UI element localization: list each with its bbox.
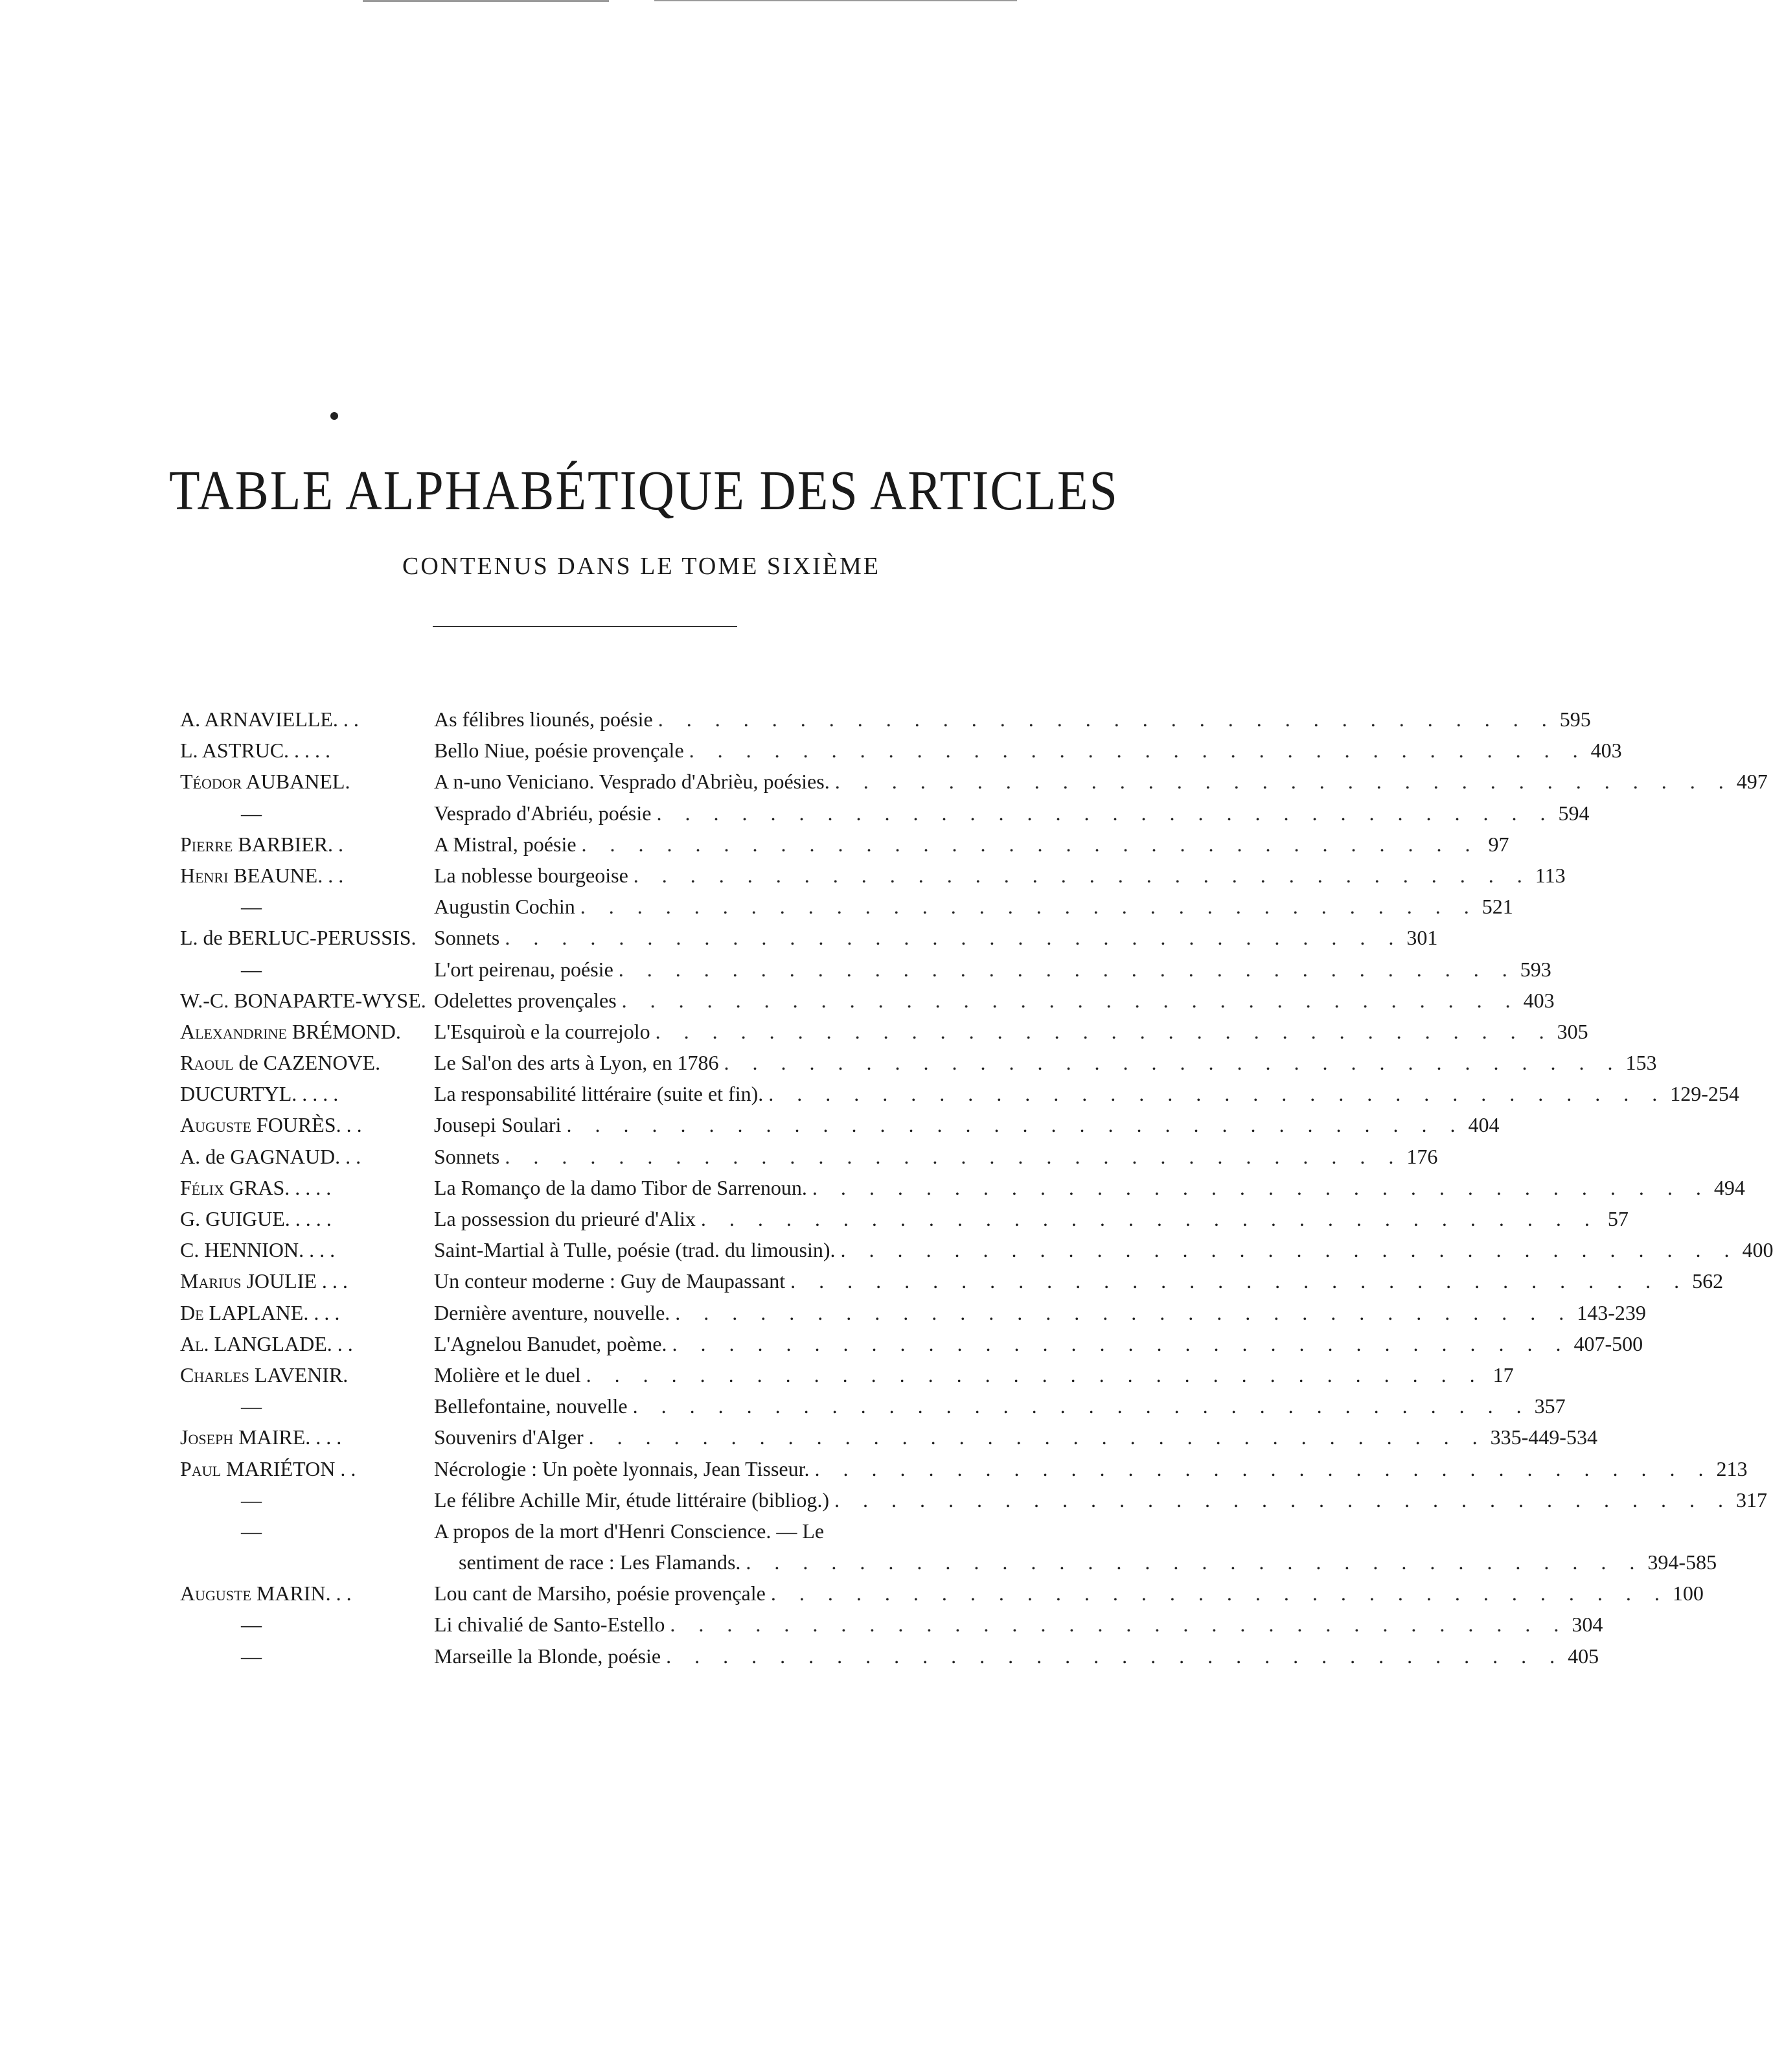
toc-author [180, 954, 434, 985]
given-name: Pierre [180, 832, 233, 856]
toc-title [434, 829, 1480, 860]
toc-entry [180, 1016, 1588, 1047]
toc-entry [180, 922, 1438, 953]
dot-leader: . . . . . . . . . . . . . . . . . . . . . . . . . . . . . . . . [621, 988, 1520, 1012]
toc-title-text: L'Esquiroù e la courrejolo [434, 1019, 650, 1043]
toc-author [180, 1109, 434, 1140]
toc-entry [180, 1359, 1514, 1390]
toc-title-text: As félibres liounés, poésie [434, 708, 653, 731]
toc-title [434, 1328, 1570, 1359]
toc-title [434, 922, 1402, 953]
toc-page-number: 407-500 [1573, 1331, 1643, 1355]
toc-page-number: 404 [1468, 1113, 1500, 1137]
given-name: Marius [180, 1269, 242, 1293]
dot-leader: . . . . . . . . . . . . . . . . . . . . . . . . . . . . . . . . [658, 708, 1556, 731]
toc-entry [180, 1515, 977, 1547]
toc-entry [180, 1297, 1646, 1328]
toc-author-text: — [241, 957, 262, 981]
toc-page-number: 595 [1559, 708, 1591, 731]
toc-title-text: L'Agnelou Banudet, poème. [434, 1331, 667, 1355]
toc-author [180, 1390, 434, 1422]
toc-title [434, 798, 1554, 829]
toc-author [180, 1265, 434, 1296]
toc-page-number: 400 [1742, 1238, 1773, 1262]
toc-author-text: — [241, 1488, 262, 1512]
title-divider [433, 626, 737, 627]
dot-leader: . . . . . . . . . . . . . . . . . . . . . . . . . . . . . . . . [840, 1238, 1739, 1262]
toc-page-number: 562 [1692, 1269, 1724, 1293]
toc-title-text: L'ort peirenau, poésie [434, 957, 613, 981]
toc-author [180, 1328, 434, 1359]
toc-page-number: 100 [1672, 1582, 1704, 1606]
toc-entry [180, 1578, 1704, 1609]
toc-author [180, 798, 434, 829]
toc-author [180, 985, 434, 1016]
toc-title [434, 766, 1733, 797]
toc-title [434, 985, 1520, 1016]
toc-author [180, 1297, 434, 1328]
toc-title [434, 1172, 1710, 1203]
toc-page-number: 305 [1557, 1019, 1588, 1043]
toc-author-text: Félix GRAS. . . . . [180, 1175, 332, 1199]
toc-page-number: 143-239 [1577, 1300, 1646, 1324]
dot-leader: . . . . . . . . . . . . . . . . . . . . . . . . . . . . . . . . [566, 1113, 1465, 1137]
top-edge-rule [363, 0, 609, 2]
dot-leader: . . . . . . . . . . . . . . . . . . . . . . . . . . . . . . . . [505, 1144, 1403, 1168]
toc-author-text: Raoul de CAZENOVE. [180, 1051, 381, 1075]
toc-author-text: — [241, 1644, 262, 1668]
toc-page-number: 394-585 [1647, 1550, 1717, 1574]
dot-leader: . . . . . . . . . . . . . . . . . . . . . . . . . . . . . . . . [633, 863, 1531, 887]
toc-title-text: La Romanço de la damo Tibor de Sarrenoun. [434, 1175, 807, 1199]
toc-title [434, 1078, 1666, 1109]
toc-page-number: 594 [1558, 801, 1590, 825]
toc-page-number: 17 [1493, 1363, 1514, 1387]
toc-page-number: 57 [1607, 1207, 1629, 1230]
toc-title-text: Nécrologie : Un poète lyonnais, Jean Tisseur. [434, 1456, 810, 1480]
toc-title [434, 1016, 1553, 1047]
toc-title [434, 860, 1531, 891]
top-edge-rule [654, 0, 1017, 1]
toc-entry [180, 891, 1513, 922]
toc-title [434, 1453, 1712, 1484]
toc-title-text: Saint-Martial à Tulle, poésie (trad. du limousin). [434, 1238, 836, 1262]
toc-entry [180, 1203, 1629, 1234]
toc-author [180, 704, 434, 735]
toc-page-number: 521 [1481, 895, 1513, 919]
dot-leader: . . . . . . . . . . . . . . . . . . . . . . . . . . . . . . . . [655, 1019, 1553, 1043]
dot-leader: . . . . . . . . . . . . . . . . . . . . . . . . . . . . . . . . [666, 1644, 1564, 1668]
toc-author-text: Pierre BARBIER. . [180, 832, 344, 856]
dot-leader: . . . . . . . . . . . . . . . . . . . . . . . . . . . . . . . . [812, 1175, 1710, 1199]
toc-author-text: Alexandrine BRÉMOND. [180, 1019, 401, 1043]
given-name: Joseph [180, 1425, 234, 1449]
toc-author [180, 1609, 434, 1640]
toc-author-text: L. de BERLUC-PERUSSIS. [180, 926, 417, 950]
toc-title-text: Bello Niue, poésie provençale [434, 739, 684, 763]
toc-title [434, 704, 1556, 735]
toc-page-number: 317 [1736, 1488, 1768, 1512]
toc-title-text: Jousepi Soulari [434, 1113, 562, 1137]
toc-author [180, 891, 434, 922]
toc-title-text: sentiment de race : Les Flamands. [459, 1550, 741, 1574]
toc-entry [180, 860, 1566, 891]
toc-entry [180, 1484, 1768, 1515]
toc-author [180, 1422, 434, 1453]
toc-author-text: G. GUIGUE. . . . . [180, 1207, 332, 1230]
given-name: Al. [180, 1331, 209, 1355]
toc-page-number: 153 [1625, 1051, 1657, 1075]
toc-entry [180, 798, 1590, 829]
toc-title-text: Marseille la Blonde, poésie [434, 1644, 661, 1668]
toc-author-text: Auguste FOURÈS. . . [180, 1113, 362, 1137]
toc-page-number: 593 [1520, 957, 1551, 981]
toc-page-number: 97 [1488, 832, 1509, 856]
toc-author [180, 860, 434, 891]
toc-author-text: L. ASTRUC. . . . . [180, 739, 331, 763]
toc-title [434, 1359, 1484, 1390]
toc-author-text: Charles LAVENIR. [180, 1363, 349, 1387]
ink-speck [330, 412, 338, 420]
toc-entry [180, 1609, 1603, 1640]
toc-author-text: C. HENNION. . . . [180, 1238, 336, 1262]
toc-author [180, 1640, 434, 1672]
toc-author [180, 1484, 434, 1515]
given-name: Téodor [180, 770, 242, 794]
toc-title [434, 1547, 1643, 1578]
toc-title-text: A Mistral, poésie [434, 832, 577, 856]
toc-author-text: A. de GAGNAUD. . . [180, 1144, 361, 1168]
dot-leader: . . . . . . . . . . . . . . . . . . . . . . . . . . . . . . . . [586, 1363, 1484, 1387]
toc-title [434, 1109, 1464, 1140]
given-name: Alexandrine [180, 1019, 287, 1043]
toc-entry [180, 704, 1591, 735]
toc-title [434, 891, 1478, 922]
toc-page-number: 113 [1535, 863, 1566, 887]
toc-author-text: Auguste MARIN. . . [180, 1582, 352, 1606]
toc-author [180, 766, 434, 797]
toc-author [180, 1078, 434, 1109]
toc-page-number: 304 [1572, 1613, 1603, 1637]
toc-title-text: A propos de la mort d'Henri Conscience. — Le [434, 1519, 825, 1543]
toc-title-text: Un conteur moderne : Guy de Maupassant [434, 1269, 786, 1293]
dot-leader: . . . . . . . . . . . . . . . . . . . . . . . . . . . . . . . . [746, 1550, 1644, 1574]
toc-title-text: La noblesse bourgeoise [434, 863, 628, 887]
toc-title [434, 1203, 1599, 1234]
toc-page-number: 213 [1716, 1456, 1748, 1480]
toc-page-number: 403 [1590, 739, 1622, 763]
toc-author [180, 1359, 434, 1390]
toc-author-text: A. ARNAVIELLE. . . [180, 708, 359, 731]
toc-entry [180, 1078, 1739, 1109]
toc-title [434, 1390, 1531, 1422]
toc-author [180, 829, 434, 860]
toc-title [434, 1609, 1568, 1640]
toc-title [434, 1515, 947, 1547]
table-of-contents [180, 704, 1773, 1672]
toc-title [434, 1484, 1732, 1515]
toc-entry [180, 1109, 1500, 1140]
dot-leader: . . . . . . . . . . . . . . . . . . . . . . . . . . . . . . . . [672, 1331, 1570, 1355]
toc-title-text: Dernière aventure, nouvelle. [434, 1300, 670, 1324]
toc-author-text: — [241, 1613, 262, 1637]
toc-title-text: Vesprado d'Abriéu, poésie [434, 801, 652, 825]
dot-leader: . . . . . . . . . . . . . . . . . . . . . . . . . . . . . . . . [834, 770, 1733, 794]
toc-entry [180, 985, 1555, 1016]
dot-leader: . . . . . . . . . . . . . . . . . . . . . . . . . . . . . . . . [675, 1300, 1573, 1324]
toc-title-text: La responsabilité littéraire (suite et fin). [434, 1082, 764, 1106]
toc-page-number: 497 [1736, 770, 1768, 794]
toc-author [180, 1047, 434, 1078]
toc-entry [180, 1422, 1597, 1453]
toc-author [180, 1172, 434, 1203]
toc-title [434, 954, 1516, 985]
dot-leader: . . . . . . . . . . . . . . . . . . . . . . . . . . . . . . . . [790, 1269, 1689, 1293]
toc-author [180, 735, 434, 766]
given-name: Charles [180, 1363, 249, 1387]
toc-page-number: 129-254 [1670, 1082, 1739, 1106]
dot-leader: . . . . . . . . . . . . . . . . . . . . . . . . . . . . . . . . [588, 1425, 1487, 1449]
given-name: Henri [180, 863, 229, 887]
toc-page-number: 301 [1406, 926, 1438, 950]
toc-author-text: Téodor AUBANEL. [180, 770, 350, 794]
toc-title [434, 1234, 1738, 1265]
toc-title-text: Odelettes provençales [434, 988, 617, 1012]
toc-page-number: 176 [1406, 1144, 1438, 1168]
toc-entry [180, 1234, 1773, 1265]
toc-title-text: Sonnets [434, 1144, 500, 1168]
toc-entry [180, 1547, 1717, 1578]
toc-author-text: De LAPLANE. . . . [180, 1300, 340, 1324]
toc-title-text: Lou cant de Marsiho, poésie provençale [434, 1582, 766, 1606]
given-name: Auguste [180, 1113, 251, 1137]
toc-page-number: 405 [1568, 1644, 1599, 1668]
toc-title [434, 1297, 1573, 1328]
toc-page-number: 335-449-534 [1490, 1425, 1597, 1449]
dot-leader: . . . . . . . . . . . . . . . . . . . . . . . . . . . . . . . . [700, 1207, 1599, 1230]
toc-title [434, 1640, 1564, 1672]
toc-author [180, 1203, 434, 1234]
dot-leader: . . . . . . . . . . . . . . . . . . . . . . . . . . . . . . . . [689, 739, 1587, 763]
toc-entry [180, 1453, 1748, 1484]
toc-author-text: Henri BEAUNE. . . [180, 863, 344, 887]
dot-leader: . . . . . . . . . . . . . . . . . . . . . . . . . . . . . . . . [505, 926, 1403, 950]
toc-author-text: — [241, 1394, 262, 1418]
toc-title [434, 1265, 1688, 1296]
toc-entry [180, 1172, 1745, 1203]
given-name: Auguste [180, 1582, 251, 1606]
toc-author-text: Marius JOULIE . . . [180, 1269, 348, 1293]
page-subtitle: CONTENUS DANS LE TOME SIXIÈME [402, 553, 880, 580]
toc-author-text: — [241, 1519, 262, 1543]
toc-author-text: Paul MARIÉTON . . [180, 1456, 356, 1480]
toc-title-text: Augustin Cochin [434, 895, 575, 919]
toc-entry [180, 1141, 1438, 1172]
toc-entry [180, 829, 1509, 860]
toc-author [180, 1016, 434, 1047]
toc-entry [180, 1047, 1657, 1078]
toc-author-text: Al. LANGLADE. . . [180, 1331, 353, 1355]
page-title: TABLE ALPHABÉTIQUE DES ARTICLES [169, 458, 1119, 522]
toc-author-text: W.-C. BONAPARTE-WYSE. [180, 988, 426, 1012]
toc-author-text: DUCURTYL. . . . . [180, 1082, 339, 1106]
toc-author [180, 1453, 434, 1484]
toc-author [180, 1578, 434, 1609]
toc-title-text: Molière et le duel [434, 1363, 581, 1387]
toc-entry [180, 1328, 1643, 1359]
toc-author [180, 1515, 434, 1547]
toc-entry [180, 954, 1551, 985]
toc-page-number: 403 [1523, 988, 1555, 1012]
toc-title [434, 1141, 1402, 1172]
toc-title [434, 735, 1587, 766]
toc-title-text: Le félibre Achille Mir, étude littéraire (bibliog.) [434, 1488, 830, 1512]
toc-author [180, 1234, 434, 1265]
toc-title [434, 1047, 1621, 1078]
dot-leader: . . . . . . . . . . . . . . . . . . . . . . . . . . . . . . . . [580, 895, 1478, 919]
dot-leader: . . . . . . . . . . . . . . . . . . . . . . . . . . . . . . . . [834, 1488, 1733, 1512]
given-name: Raoul [180, 1051, 234, 1075]
dot-leader: . . . . . . . . . . . . . . . . . . . . . . . . . . . . . . . . [618, 957, 1516, 981]
dot-leader: . . . . . . . . . . . . . . . . . . . . . . . . . . . . . . . . [581, 832, 1480, 856]
toc-page-number: 494 [1713, 1175, 1745, 1199]
toc-author-text: Joseph MAIRE. . . . [180, 1425, 342, 1449]
toc-page-number: 357 [1534, 1394, 1566, 1418]
toc-title-text: Sonnets [434, 926, 500, 950]
toc-entry [180, 1640, 1599, 1672]
toc-title-text: Li chivalié de Santo-Estello [434, 1613, 665, 1637]
dot-leader: . . . . . . . . . . . . . . . . . . . . . . . . . . . . . . . . [670, 1613, 1568, 1637]
toc-author [180, 922, 434, 953]
toc-author-text: — [241, 801, 262, 825]
dot-leader: . . . . . . . . . . . . . . . . . . . . . . . . . . . . . . . . [724, 1051, 1622, 1075]
toc-title-text: Souvenirs d'Alger [434, 1425, 584, 1449]
dot-leader: . . . . . . . . . . . . . . . . . . . . . . . . . . . . . . . . [814, 1456, 1713, 1480]
toc-title-text: La possession du prieuré d'Alix [434, 1207, 696, 1230]
toc-author-text: — [241, 895, 262, 919]
toc-entry [180, 735, 1622, 766]
given-name: De [180, 1300, 204, 1324]
toc-title [434, 1422, 1487, 1453]
toc-author [180, 1141, 434, 1172]
dot-leader: . . . . . . . . . . . . . . . . . . . . . . . . . . . . . . . . [656, 801, 1555, 825]
toc-title-text: Le Sal'on des arts à Lyon, en 1786 [434, 1051, 719, 1075]
toc-title-text: A n-uno Veniciano. Vesprado d'Abrièu, poésies. [434, 770, 830, 794]
toc-title [434, 1578, 1669, 1609]
given-name: Félix [180, 1175, 224, 1199]
toc-title-text: Bellefontaine, nouvelle [434, 1394, 628, 1418]
toc-entry [180, 766, 1768, 797]
given-name: Paul [180, 1456, 222, 1480]
toc-entry [180, 1265, 1724, 1296]
dot-leader: . . . . . . . . . . . . . . . . . . . . . . . . . . . . . . . . [770, 1582, 1669, 1606]
dot-leader: . . . . . . . . . . . . . . . . . . . . . . . . . . . . . . . . [768, 1082, 1667, 1106]
dot-leader: . . . . . . . . . . . . . . . . . . . . . . . . . . . . . . . . [632, 1394, 1531, 1418]
toc-entry [180, 1390, 1566, 1422]
